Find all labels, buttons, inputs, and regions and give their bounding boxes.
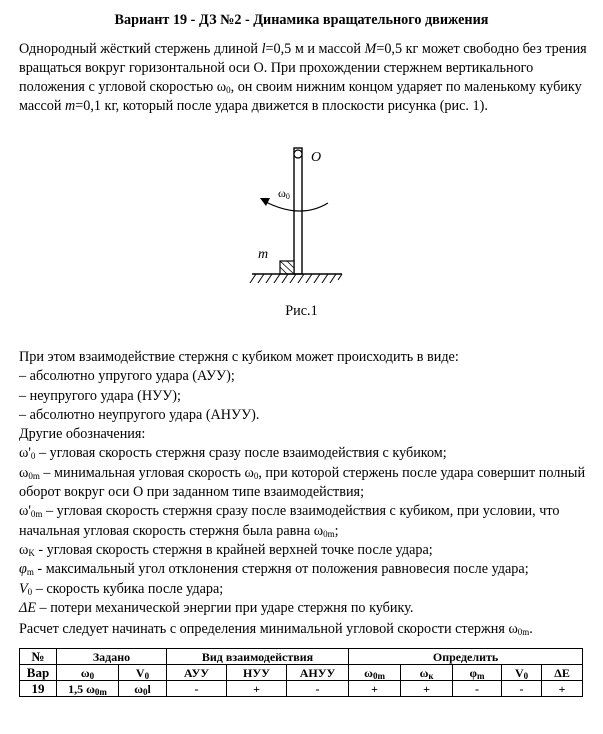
- rod-figure: [238, 140, 358, 300]
- col-given-v0: $V_0$: [119, 665, 167, 681]
- header-find: Определить: [349, 649, 583, 665]
- table-header-row-1: [20, 649, 583, 665]
- axis-circle: [294, 150, 302, 158]
- cell-find-phim: -: [453, 681, 502, 697]
- col-type-auu: АУУ: [167, 665, 227, 681]
- page-title: Вариант 19 - ДЗ №2 - Динамика вращательного движения: [114, 12, 489, 28]
- notation-delta-e: ΔE – потери механической энергии при ударе стержня по кубику.: [19, 599, 414, 616]
- cell-find-omega0m: +: [349, 681, 401, 697]
- notation-heading: Другие обозначения:: [19, 426, 146, 443]
- notation-v0: $V_0$ – скорость кубика после удара;: [19, 580, 224, 597]
- interaction-intro: При этом взаимодействие стержня с кубиком может происходить в виде:: [19, 349, 459, 365]
- cell-find-delta-e: +: [542, 681, 583, 697]
- cell-find-v0: -: [502, 681, 542, 697]
- header-var: Вар: [20, 665, 57, 681]
- header-given: Задано: [57, 649, 167, 665]
- col-type-nuu: НУУ: [227, 665, 287, 681]
- ground-hatch: [250, 274, 342, 283]
- cell-given-v0: $\omega_0l$: [119, 681, 167, 697]
- cell-find-omegak: +: [401, 681, 453, 697]
- interaction-type-perfectly-inelastic: – абсолютно неупругого удара (АНУУ).: [19, 406, 260, 423]
- col-given-omega0: $\omega_0$: [57, 665, 119, 681]
- definitions-block: [19, 348, 589, 618]
- col-find-delta-e: ΔE: [542, 665, 583, 681]
- notation-omega-0m: $\omega_{0m}$ – минимальная угловая скорость $\omega_0$, при которой стержень после удара совершит полный оборот вокруг оси О при заданном типе взаимодействия;: [19, 464, 586, 501]
- rod-diagram: [238, 140, 358, 300]
- header-num: №: [20, 649, 57, 665]
- omega-label: ω0: [278, 186, 290, 201]
- col-find-omegak: $\omega_к$: [401, 665, 453, 681]
- figure-caption: Рис.1: [285, 303, 318, 319]
- col-find-omega0m: $\omega_{0m}$: [349, 665, 401, 681]
- notation-omega-k: $\omega_K$ - угловая скорость стержня в крайней верхней точке после удара;: [19, 541, 433, 558]
- table-row: [20, 681, 583, 697]
- cell-type-nuu: +: [227, 681, 287, 697]
- header-interaction-type: Вид взаимодействия: [167, 649, 349, 665]
- notation-omega-prime-0: $\omega'_0$ – угловая скорость стержня сразу после взаимодействия с кубиком;: [19, 445, 447, 462]
- notation-phi-m: $\varphi_m$ - максимальный угол отклонения стержня от положения равновесия после удара;: [19, 561, 529, 578]
- notation-omega-prime-0m: $\omega'_{0m}$ – угловая скорость стержня сразу после взаимодействия с кубиком, при условии, что начальная угловая скорость стержня была равна $\omega_{0m}$;: [19, 503, 560, 539]
- mass-label: m: [258, 247, 269, 262]
- cell-type-auu: -: [167, 681, 227, 697]
- cell-given-omega0: 1,5 $\omega_{0m}$: [57, 681, 119, 697]
- cell-type-anuu: -: [287, 681, 349, 697]
- col-type-anuu: АНУУ: [287, 665, 349, 681]
- col-find-phim: $\varphi_m$: [453, 665, 502, 681]
- problem-statement: Однородный жёсткий стержень длиной l=0,5 м и массой M=0,5 кг может свободно без трения вращаться вокруг горизонтальной оси О. При прохождении стержнем вертикального положения с угловой скоростью $\omega_0$, он своим нижним концом ударяет по маленькому кубику массой m=0,1 кг, который после удара движется в плоскости рисунка (рис. 1).: [19, 41, 587, 114]
- interaction-type-inelastic: – неупругого удара (НУУ);: [19, 387, 181, 404]
- table-header-row-2: [20, 665, 583, 681]
- variant-table: [19, 648, 583, 697]
- cell-var: 19: [20, 681, 57, 697]
- axis-label: O: [311, 150, 322, 165]
- col-find-v0: $V_0$: [502, 665, 542, 681]
- final-instruction: Расчет следует начинать с определения минимальной угловой скорости стержня $\omega_{0m}$.: [19, 621, 533, 637]
- interaction-type-elastic: – абсолютно упругого удара (АУУ);: [19, 368, 235, 385]
- rotation-arrow: [260, 198, 270, 206]
